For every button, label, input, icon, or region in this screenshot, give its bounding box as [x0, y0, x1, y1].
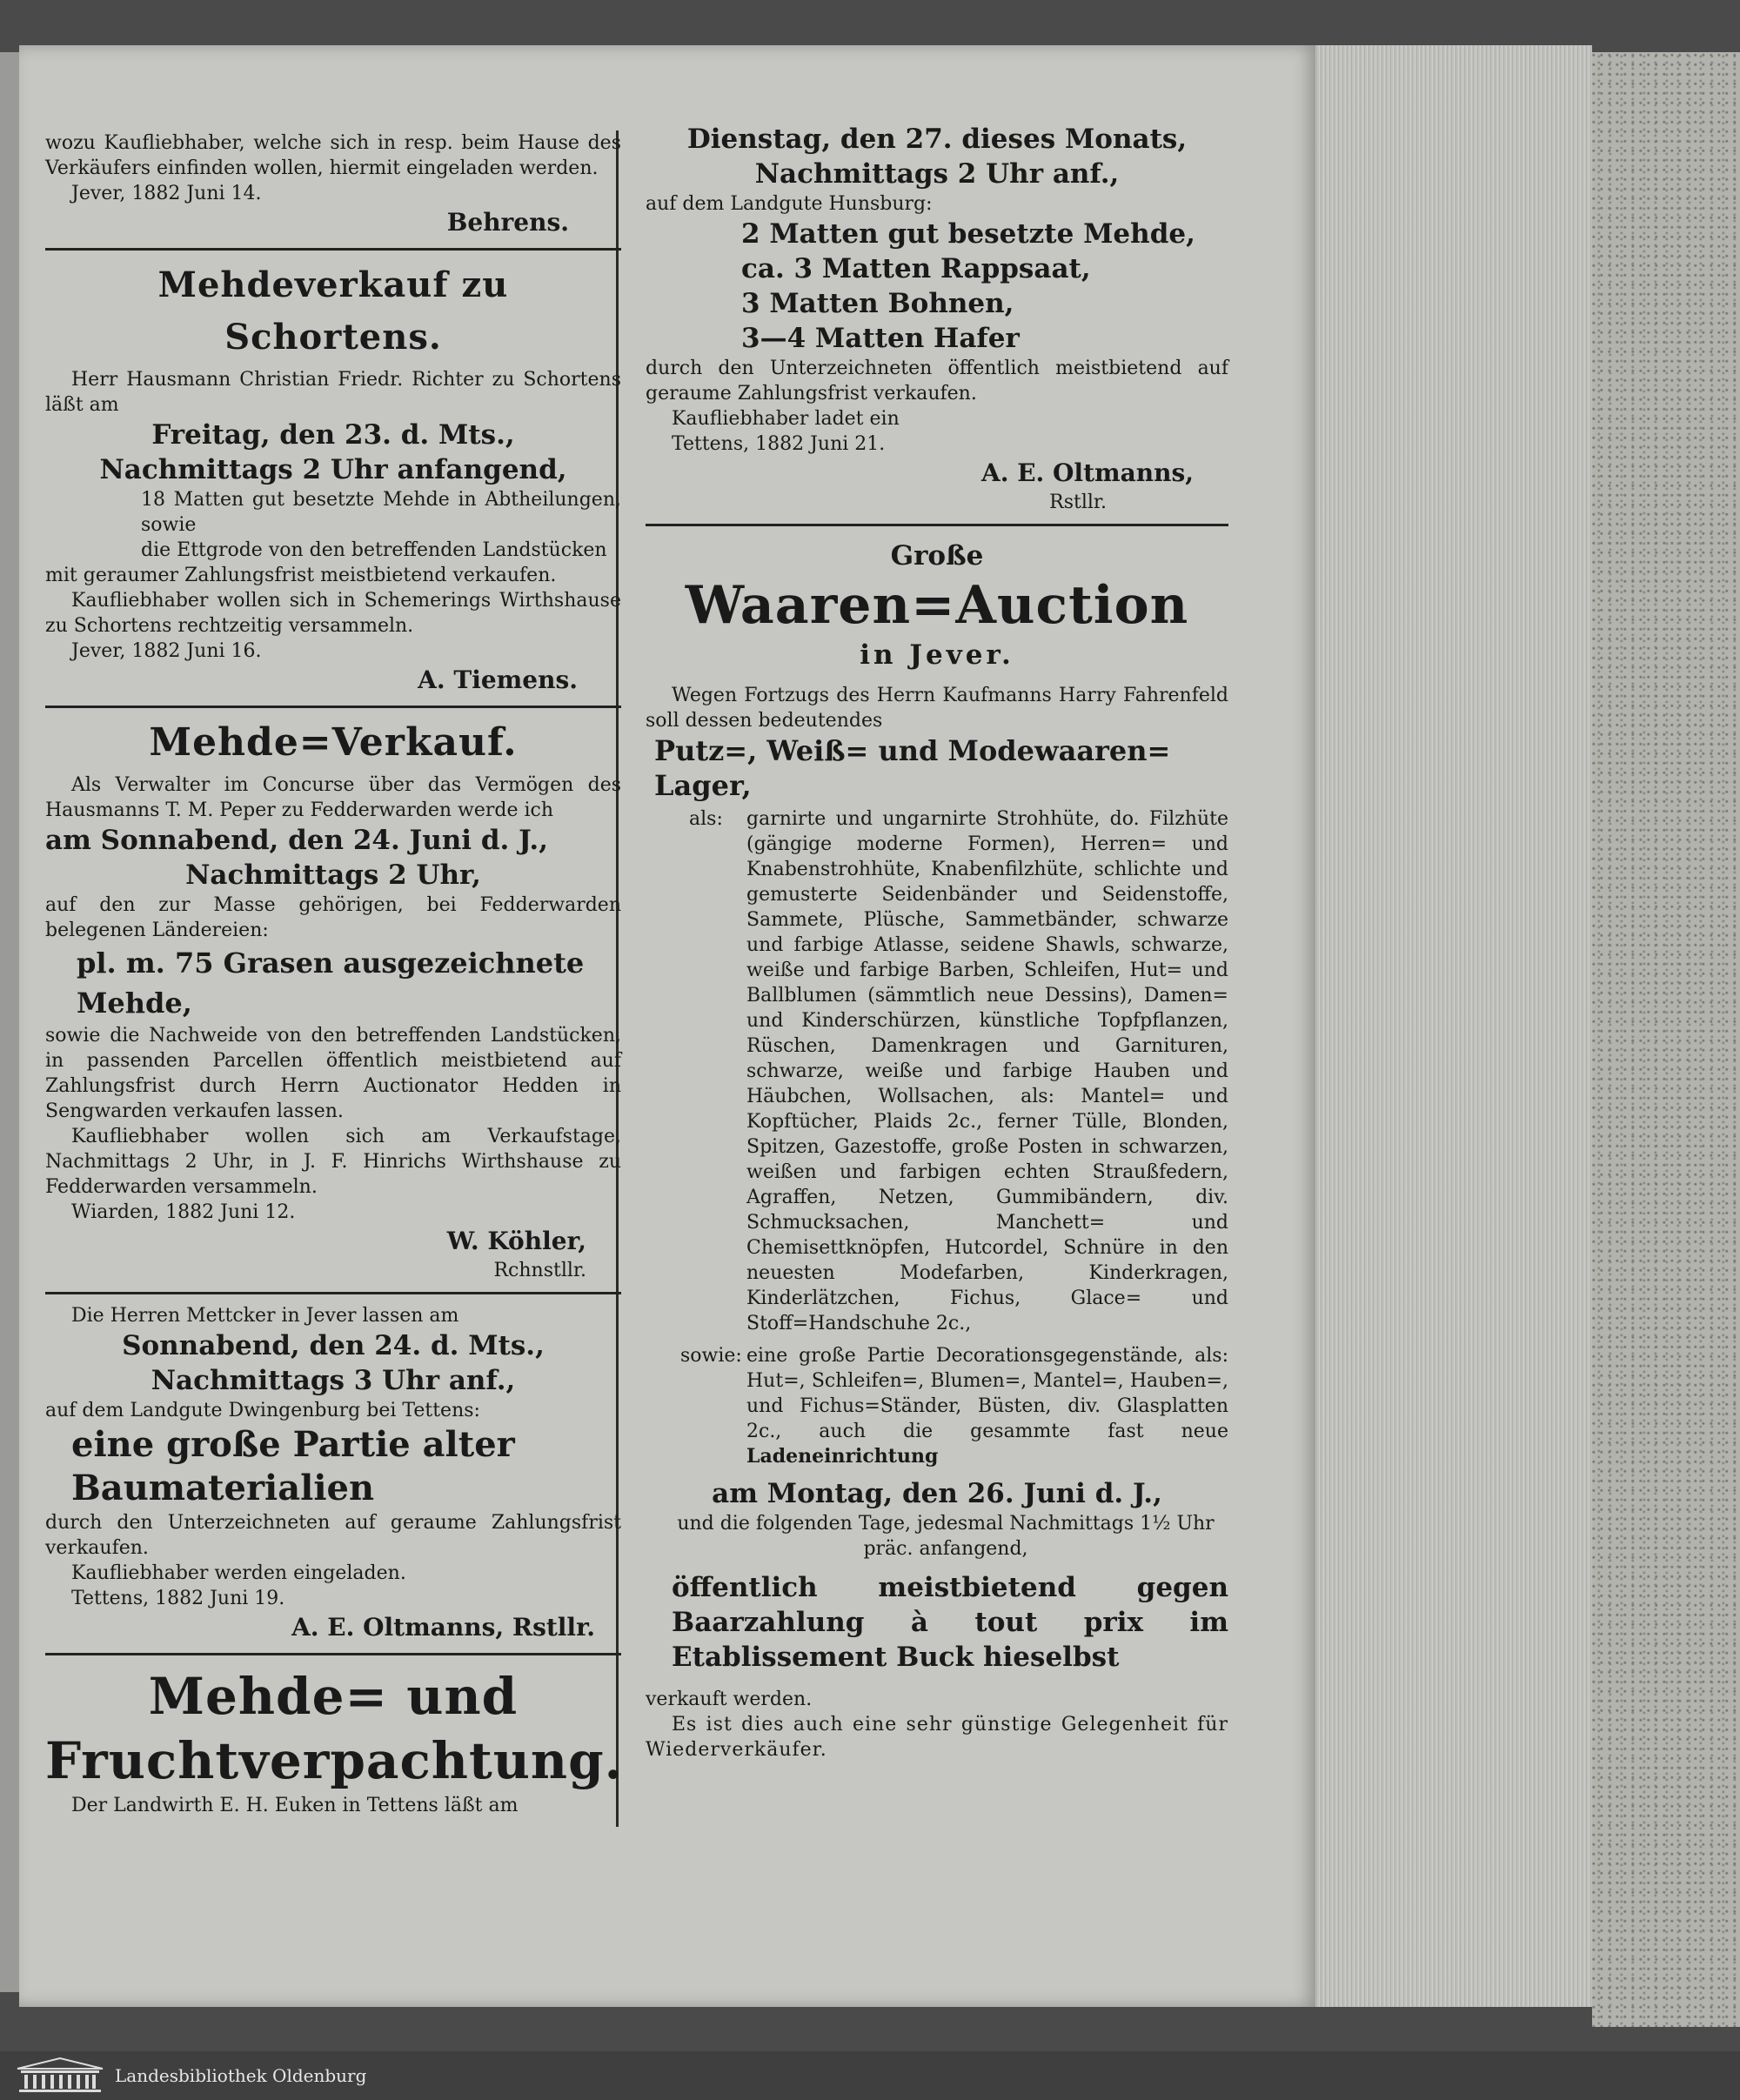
ad-body: durch den Unterzeichneten auf geraume Zahlungsfrist verkaufen.	[45, 1512, 621, 1559]
ad-intro: Die Herren Mettcker in Jever lassen am	[71, 1305, 459, 1327]
ad-item: die Ettgrode von den betreffenden Landstücken	[141, 539, 607, 561]
ad-date: Sonnabend, den 24. d. Mts.,	[122, 1330, 545, 1361]
ad-item: ca. 3 Matten Rappsaat,	[741, 253, 1091, 284]
ad-invite: Kaufliebhaber werden eingeladen.	[71, 1562, 406, 1584]
ad-separator	[45, 1653, 621, 1655]
ad-main: öffentlich meistbietend gegen Baarzahlung à tout prix im Etablissement Buck hieselbst	[672, 1572, 1228, 1673]
signature-title: Rstllr.	[1049, 492, 1107, 513]
list-label: als:	[689, 808, 723, 830]
ad-item: 3 Matten Bohnen,	[741, 288, 1014, 319]
list-text: garnirte und ungarnirte Strohhüte, do. Filzhüte (gängige moderne Formen), Herren= und Knabenstrohhüte, Knabenfilzhüte, schlichte und gemusterte Seidenbänder und Seidenstoffe, Sammete, Plüsche, Sammetbänder, schwarze und farbige Atlasse, seidene Shawls, schwarze, weiße und farbige Barben, Schleifen, Hut= und Ballblumen (sämmtlich neue Dessins), Damen= und Kinderschürzen, künstliche Topfpflanzen, Rüschen, Damenkragen und Garnituren, schwarze, weiße und farbige Hauben und Häubchen, Wollsachen, als: Mantel= und Kopftücher, Plaids 2c., ferner Tülle, Blonden, Spitzen, Gazestoffe, große Posten in schwarzen, weißen und farbigen echten Straußfedern, Agraffen, Netzen, Gummibändern, div. Schmucksachen, Manchett= und Chemisettknöpfen, Hutcordel, Schnüre in den neuesten Modefarben, Kinderkragen, Kinderlätzchen, Fichus, Glace= und Stoff=Handschuhe 2c.,	[746, 808, 1228, 1334]
left-column	[45, 130, 621, 1818]
ad-title: Waaren=Auction	[685, 575, 1189, 636]
ad-goods-list	[646, 806, 1228, 1336]
ad-date: Freitag, den 23. d. Mts.,	[151, 419, 515, 451]
previous-page-edge	[0, 52, 19, 1992]
ad-separator	[45, 706, 621, 708]
ad-place: in Jever.	[860, 639, 1014, 671]
signature-title: Rchnstllr.	[493, 1260, 586, 1281]
ad-invite: Kaufliebhaber wollen sich am Verkaufstage, Nachmittags 2 Uhr, in J. F. Hinrichs Wirthshause zu Fedderwarden versammeln.	[45, 1126, 621, 1198]
ad-time: Nachmittags 3 Uhr anf.,	[151, 1365, 516, 1396]
book-page-edges	[1305, 45, 1592, 2007]
list-text-body: eine große Partie Decorationsgegenstände, als: Hut=, Schleifen=, Blumen=, Mantel=, Hauben=, und Fichus=Ständer, Büsten, div. Glasplatten 2c., auch die gesammte fast neue	[746, 1345, 1228, 1442]
place-date: Tettens, 1882 Juni 19.	[71, 1588, 285, 1609]
signature: A. Tiemens.	[418, 665, 578, 694]
ad-note: Es ist dies auch eine sehr günstige Gelegenheit für Wiederverkäufer.	[646, 1714, 1228, 1761]
ad-where: auf dem Landgute Dwingenburg bei Tettens:	[45, 1400, 480, 1421]
ad-invite: Kaufliebhaber ladet ein	[672, 408, 900, 430]
ad-intro: Herr Hausmann Christian Friedr. Richter zu Schortens läßt am	[45, 369, 621, 416]
ad-hunsburg	[646, 122, 1228, 515]
ad-item: 18 Matten gut besetzte Mehde in Abtheilungen, sowie	[141, 489, 621, 536]
ad-waaren-auction	[646, 538, 1228, 1762]
list-label: sowie:	[680, 1345, 742, 1367]
ad-time: Nachmittags 2 Uhr anfangend,	[99, 454, 567, 485]
ad-separator	[646, 524, 1228, 526]
place-date: Wiarden, 1882 Juni 12.	[71, 1201, 296, 1223]
ad-continuation	[45, 130, 621, 239]
ad-goods-list	[646, 1343, 1228, 1469]
signature: A. E. Oltmanns, Rstllr.	[291, 1613, 595, 1642]
signature: Behrens.	[446, 208, 569, 237]
ad-mehdeverkauf-schortens	[45, 259, 621, 697]
ad-where: auf dem Landgute Hunsburg:	[646, 193, 933, 215]
right-column	[646, 122, 1228, 1762]
ad-baumaterialien	[45, 1303, 621, 1644]
ad-intro: Wegen Fortzugs des Herrn Kaufmanns Harry Fahrenfeld soll dessen bedeutendes	[646, 685, 1228, 732]
ad-body: durch den Unterzeichneten öffentlich meistbietend auf geraume Zahlungsfrist verkaufen.	[646, 358, 1228, 405]
ad-title: Fruchtverpachtung.	[45, 1731, 623, 1790]
ad-date: am Sonnabend, den 24. Juni d. J.,	[45, 825, 548, 856]
ad-pretitle: Große	[890, 540, 984, 572]
ad-mehde-verkauf	[45, 717, 621, 1283]
place-date: Jever, 1882 Juni 14.	[71, 183, 262, 204]
ad-fruchtverpachtung	[45, 1664, 621, 1818]
ad-body: wozu Kaufliebhaber, welche sich in resp. beim Hause des Verkäufers einfinden wollen, hiermit eingeladen werden.	[45, 132, 621, 179]
ad-invite: Kaufliebhaber wollen sich in Schemerings Wirthshause zu Schortens rechtzeitig versammeln.	[45, 590, 621, 637]
place-date: Tettens, 1882 Juni 21.	[672, 433, 886, 455]
ad-date: am Montag, den 26. Juni d. J.,	[712, 1478, 1162, 1509]
ad-time: Nachmittags 2 Uhr,	[185, 859, 481, 891]
ad-end: verkauft werden.	[646, 1689, 813, 1710]
ad-body: sowie die Nachweide von den betreffenden Landstücken, in passenden Parcellen öffentlich meistbietend auf Zahlungsfrist durch Herrn Auctionator Hedden in Sengwarden verkaufen lassen.	[45, 1025, 621, 1122]
ad-intro: Als Verwalter im Concurse über das Vermögen des Hausmanns T. M. Peper zu Fedderwarden werde ich	[45, 774, 621, 821]
list-text-end: Ladeneinrichtung	[746, 1445, 939, 1468]
ad-time: Nachmittags 2 Uhr anf.,	[754, 158, 1120, 190]
ad-title: Mehdeverkauf zu Schortens.	[157, 264, 509, 358]
place-date: Jever, 1882 Juni 16.	[71, 640, 262, 662]
ad-item: pl. m. 75 Grasen ausgezeichnete Mehde,	[77, 946, 585, 1020]
ad-item: eine große Partie alter Baumaterialien	[71, 1424, 515, 1508]
library-building-icon	[12, 2057, 108, 2095]
ad-body: mit geraumer Zahlungsfrist meistbietend verkaufen.	[45, 565, 557, 586]
ad-where: auf den zur Masse gehörigen, bei Fedderwarden belegenen Ländereien:	[45, 894, 621, 941]
ad-title: Mehde= und	[148, 1667, 519, 1726]
footer-bar	[0, 2051, 1740, 2100]
signature: W. Köhler,	[446, 1227, 586, 1255]
ad-intro: Der Landwirth E. H. Euken in Tettens läßt am	[71, 1795, 519, 1816]
ad-date: Dienstag, den 27. dieses Monats,	[686, 124, 1188, 155]
library-name: Landesbibliothek Oldenburg	[115, 2065, 367, 2086]
book-cover	[1592, 52, 1740, 2027]
list-text	[746, 1343, 1228, 1469]
signature: A. E. Oltmanns,	[980, 458, 1194, 487]
ad-title: Mehde=Verkauf.	[149, 720, 518, 765]
ad-item: 2 Matten gut besetzte Mehde,	[741, 218, 1195, 250]
ad-goods: Putz=, Weiß= und Modewaaren= Lager,	[654, 734, 1171, 802]
ad-separator	[45, 1292, 621, 1294]
ad-item: 3—4 Matten Hafer	[741, 323, 1020, 354]
ad-separator	[45, 248, 621, 251]
ad-time: und die folgenden Tage, jedesmal Nachmittags 1½ Uhr präc. anfangend,	[677, 1513, 1215, 1560]
